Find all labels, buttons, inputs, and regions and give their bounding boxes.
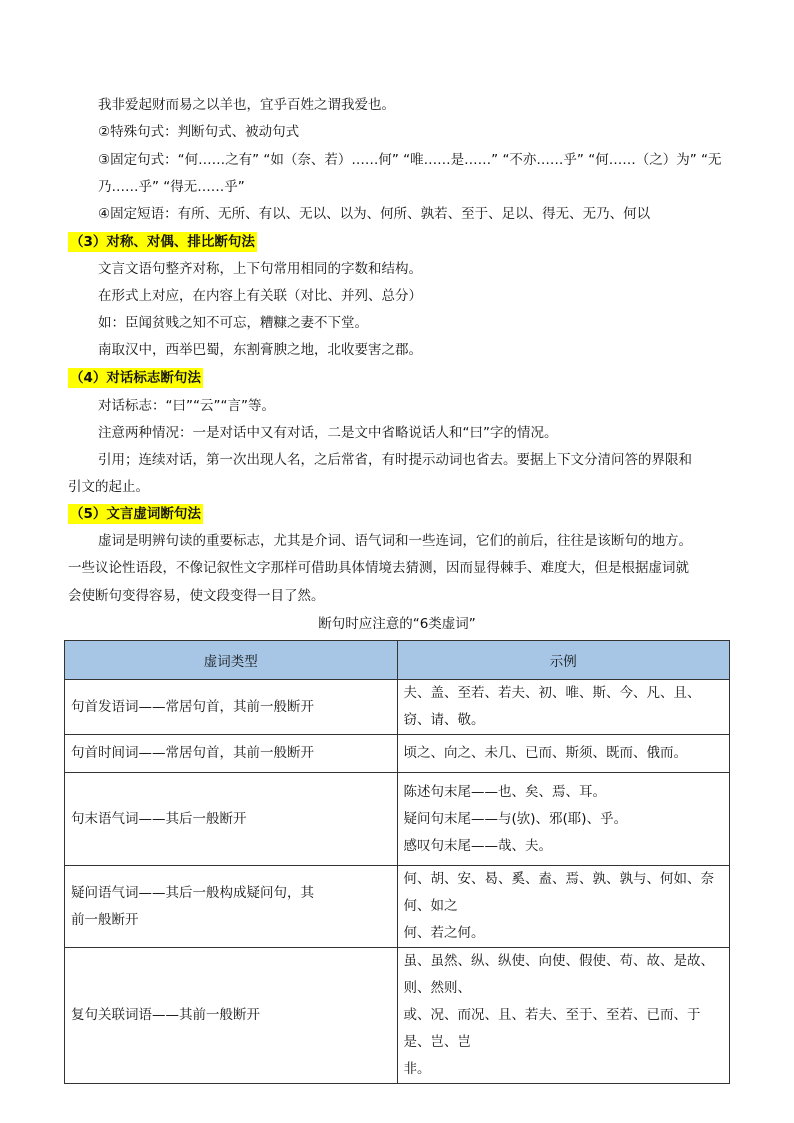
- section-heading: （3）对称、对偶、排比断句法: [70, 234, 255, 250]
- table-row: [65, 948, 730, 1084]
- column-header-type: 虚词类型: [65, 641, 398, 680]
- section-heading: （5）文言虚词断句法: [70, 506, 201, 522]
- text-line: 我非爱起财而易之以羊也，宜乎百姓之谓我爱也。: [98, 97, 395, 113]
- section-heading: （4）对话标志断句法: [70, 370, 201, 386]
- cell-line: 顷之、向之、未几、已而、斯须、既而、俄而。: [403, 745, 687, 761]
- text-line: 在形式上对应，在内容上有关联（对比、并列、总分）: [98, 288, 422, 304]
- examples-cell: [397, 948, 730, 1084]
- cell-line: 复句关联词语——其前一般断开: [71, 1007, 260, 1023]
- cell-line: 何、胡、安、曷、奚、盍、焉、孰、孰与、何如、奈何、如之: [403, 871, 714, 914]
- text-line: ④固定短语：有所、无所、有以、无以、以为、何所、孰若、至于、足以、得无、无乃、何以: [98, 206, 651, 222]
- cell-line: 何、若之何。: [403, 925, 485, 941]
- cell-line: 非。: [403, 1061, 431, 1077]
- text-line: 引用；连续对话，第一次出现人名，之后常省，有时提示动词也省去。要据上下文分清问答的界限和: [98, 452, 692, 468]
- type-cell: [65, 866, 398, 948]
- cell-line: 或、况、而况、且、若夫、至于、至若、已而、于是、岂、岂: [403, 1007, 701, 1050]
- text-line: 南取汉中，西举巴蜀，东割膏腴之地，北收要害之郡。: [98, 342, 422, 358]
- cell-line: 句末语气词——其后一般断开: [71, 810, 247, 827]
- type-cell: [65, 735, 398, 773]
- text-line: 引文的起止。: [68, 479, 149, 495]
- type-cell: [65, 773, 398, 866]
- cell-line: 陈述句末尾——也、矣、焉、耳。: [403, 783, 606, 800]
- text-line: 如：臣闻贫贱之知不可忘，糟糠之妻不下堂。: [98, 315, 368, 331]
- examples-cell: [397, 866, 730, 948]
- examples-cell: [397, 773, 730, 866]
- text-line: 乃……乎” “得无……乎”: [98, 179, 245, 195]
- table-row: [65, 735, 730, 773]
- text-line: ③固定句式：“何……之有” “如（奈、若）……何” “唯……是……” “不亦……乎” “何……（之）为” “无: [98, 152, 722, 168]
- function-words-table: [64, 640, 730, 1084]
- cell-line: 感叹句末尾——哉、夫。: [403, 837, 552, 854]
- table-row: [65, 773, 730, 866]
- text-line: 文言文语句整齐对称，上下句常用相同的字数和结构。: [98, 261, 422, 277]
- text-line: 对话标志：“曰”“云”“言”等。: [98, 398, 275, 414]
- cell-line: 虽、虽然、纵、纵使、向使、假使、苟、故、是故、则、然则、: [403, 953, 714, 996]
- column-header-examples: 示例: [397, 641, 730, 680]
- text-line: 一些议论性语段，不像记叙性文字那样可借助具体情境去猜测，因而显得棘手、难度大，但是根据虚词就: [68, 560, 689, 576]
- text-line: 注意两种情况：一是对话中又有对话，二是文中省略说话人和“曰”字的情况。: [98, 425, 558, 441]
- text-line: ②特殊句式：判断句式、被动句式: [98, 124, 300, 140]
- cell-line: 前一般断开: [71, 911, 139, 928]
- cell-line: 疑问语气词——其后一般构成疑问句，其: [71, 884, 314, 901]
- table-row: [65, 866, 730, 948]
- text-line: 虚词是明辨句读的重要标志，尤其是介词、语气词和一些连词，它们的前后，往往是该断句的地方。: [98, 533, 692, 549]
- table-header-row: [65, 641, 730, 680]
- table-row: [65, 680, 730, 735]
- table-caption: 断句时应注意的“6类虚词”: [318, 616, 476, 632]
- cell-line: 句首时间词——常居句首，其前一般断开: [71, 745, 314, 761]
- examples-cell: [397, 680, 730, 735]
- cell-line: 疑问句末尾——与(欤)、邪(耶)、乎。: [403, 810, 628, 827]
- cell-line: 夫、盖、至若、若夫、初、唯、斯、今、凡、且、窃、请、敬。: [403, 685, 701, 728]
- text-line: 会使断句变得容易，使文段变得一目了然。: [68, 588, 325, 604]
- examples-cell: [397, 735, 730, 773]
- type-cell: [65, 680, 398, 735]
- cell-line: 句首发语词——常居句首，其前一般断开: [71, 698, 314, 715]
- type-cell: [65, 948, 398, 1084]
